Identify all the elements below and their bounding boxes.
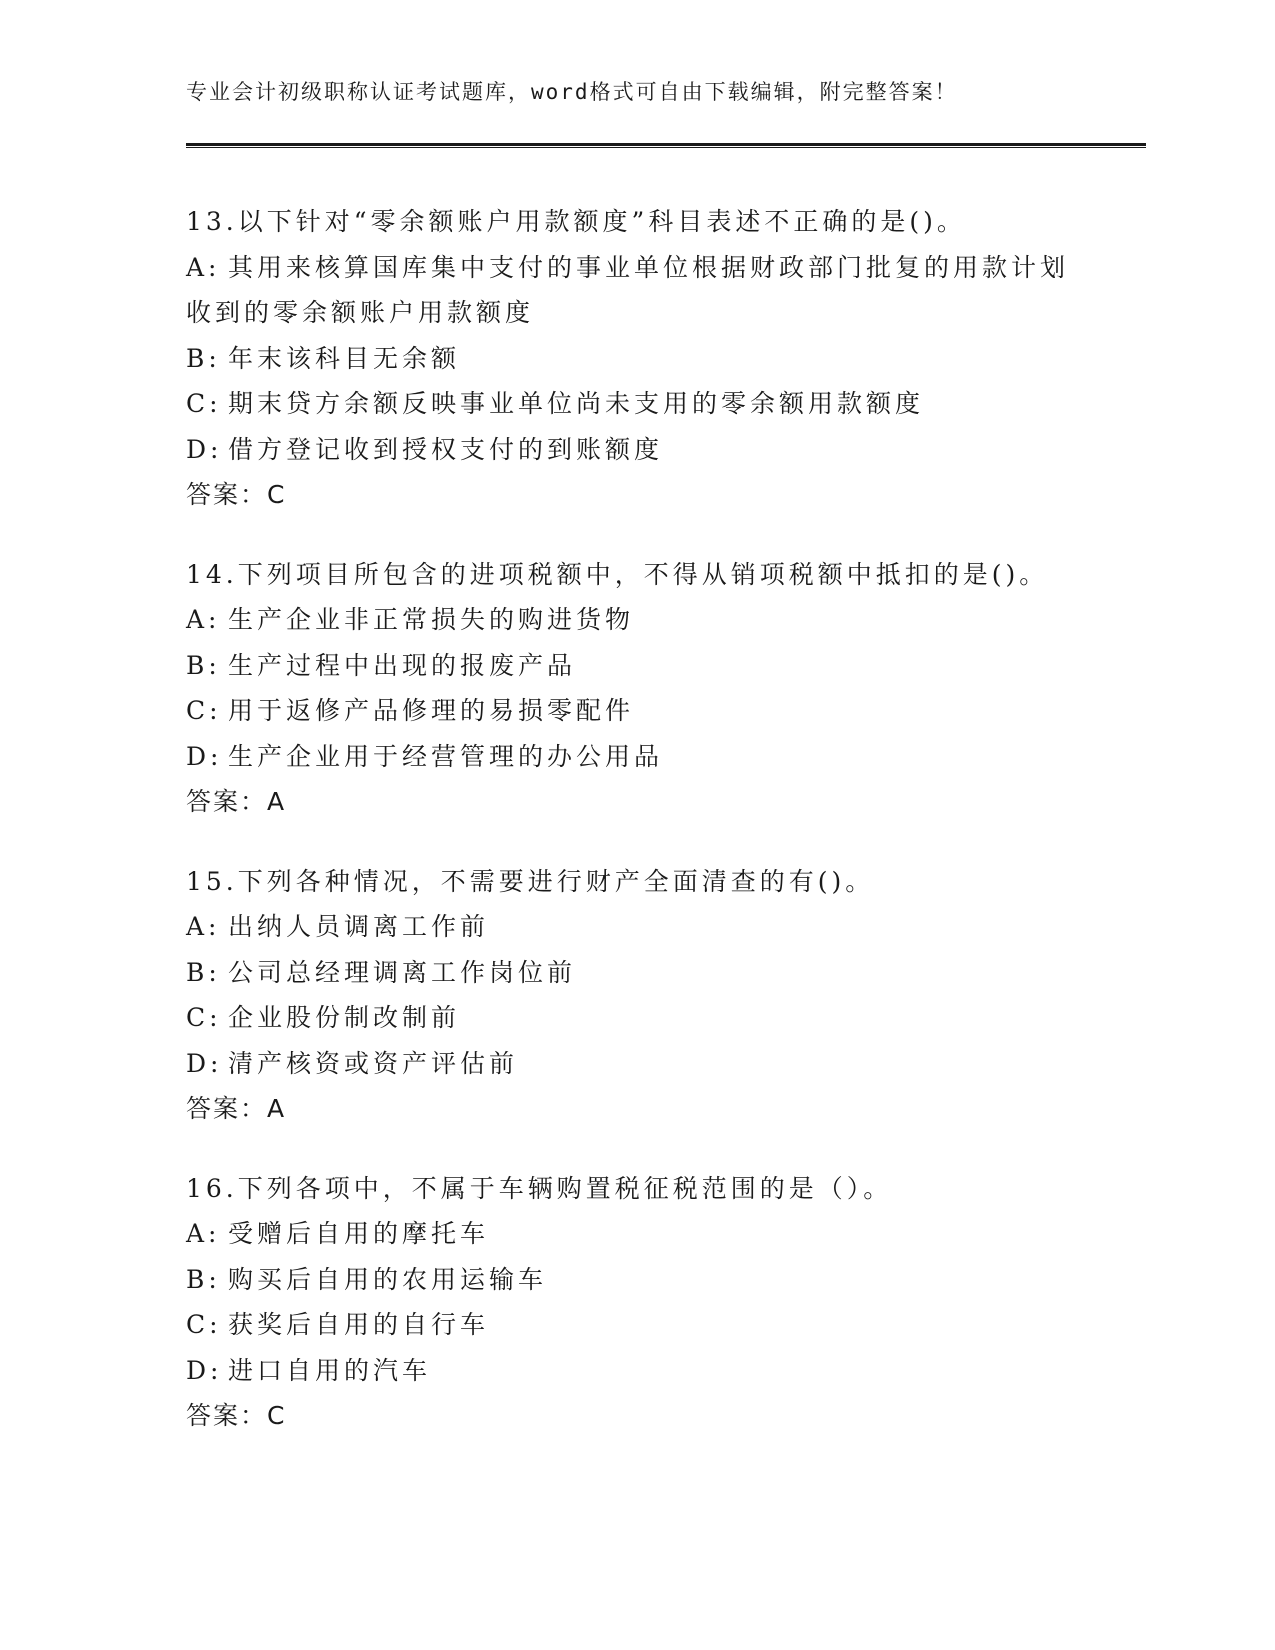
option-key: A:	[186, 252, 221, 282]
option-text: 用于返修产品修理的易损零配件	[228, 696, 635, 725]
question-stem: 13.以下针对“零余额账户用款额度”科目表述不正确的是()。	[186, 207, 966, 236]
option-text: 出纳人员调离工作前	[228, 912, 490, 941]
option-text: 获奖后自用的自行车	[228, 1310, 490, 1339]
option-text: 公司总经理调离工作岗位前	[228, 957, 577, 987]
option-key: A:	[186, 605, 221, 634]
option-text: 其用来核算国库集中支付的事业单位根据财政部门批复的用款计划收到的零余额账户用款额度	[186, 252, 1070, 327]
option-d	[186, 1041, 1086, 1087]
option-a	[186, 597, 1086, 643]
option-text: 期末贷方余额反映事业单位尚未支用的零余额用款额度	[228, 389, 925, 418]
option-key: C:	[186, 1310, 222, 1339]
option-key: C:	[186, 696, 222, 725]
answer: 答案：C	[186, 1401, 287, 1430]
question-stem: 15.下列各种情况，不需要进行财产全面清查的有()。	[186, 866, 875, 896]
option-b	[186, 950, 1086, 996]
page-header: 专业会计初级职称认证考试题库，word格式可自由下载编辑，附完整答案！	[186, 80, 958, 104]
answer: 答案：A	[186, 787, 287, 816]
option-b	[186, 1257, 1086, 1303]
option-text: 受赠后自用的摩托车	[228, 1219, 490, 1248]
option-key: A:	[186, 912, 221, 941]
option-a	[186, 245, 1086, 336]
option-b	[186, 336, 1086, 382]
option-text: 生产企业用于经营管理的办公用品	[228, 741, 664, 771]
option-key: A:	[186, 1219, 221, 1248]
option-text: 清产核资或资产评估前	[228, 1048, 519, 1078]
option-key: D:	[186, 1355, 223, 1385]
question-13	[186, 199, 1086, 518]
option-c	[186, 381, 1086, 427]
answer: 答案：C	[186, 480, 287, 509]
option-key: D:	[186, 1048, 223, 1078]
question-stem: 14.下列项目所包含的进项税额中，不得从销项税额中抵扣的是()。	[186, 559, 1049, 589]
option-text: 企业股份制改制前	[228, 1003, 461, 1032]
option-key: D:	[186, 741, 223, 771]
header-divider	[186, 143, 1146, 148]
option-c	[186, 1302, 1086, 1348]
question-16	[186, 1166, 1086, 1439]
option-b	[186, 643, 1086, 689]
option-text: 生产过程中出现的报废产品	[228, 650, 577, 680]
option-key: B:	[186, 957, 221, 987]
option-text: 购买后自用的农用运输车	[228, 1264, 548, 1294]
option-a	[186, 904, 1086, 950]
question-14	[186, 552, 1086, 825]
option-key: C:	[186, 389, 222, 418]
option-key: D:	[186, 434, 223, 464]
option-text: 生产企业非正常损失的购进货物	[228, 605, 635, 634]
answer: 答案：A	[186, 1094, 287, 1123]
question-stem: 16.下列各项中，不属于车辆购置税征税范围的是（）。	[186, 1173, 893, 1203]
option-key: B:	[186, 650, 221, 680]
option-d	[186, 1348, 1086, 1394]
option-c	[186, 995, 1086, 1041]
option-key: B:	[186, 343, 221, 373]
question-15	[186, 859, 1086, 1132]
question-list	[186, 199, 1086, 1473]
option-key: C:	[186, 1003, 222, 1032]
option-text: 年末该科目无余额	[228, 343, 461, 373]
option-c	[186, 688, 1086, 734]
option-a	[186, 1211, 1086, 1257]
option-text: 借方登记收到授权支付的到账额度	[228, 434, 664, 464]
option-text: 进口自用的汽车	[228, 1355, 432, 1385]
option-d	[186, 734, 1086, 780]
option-key: B:	[186, 1264, 221, 1294]
option-d	[186, 427, 1086, 473]
